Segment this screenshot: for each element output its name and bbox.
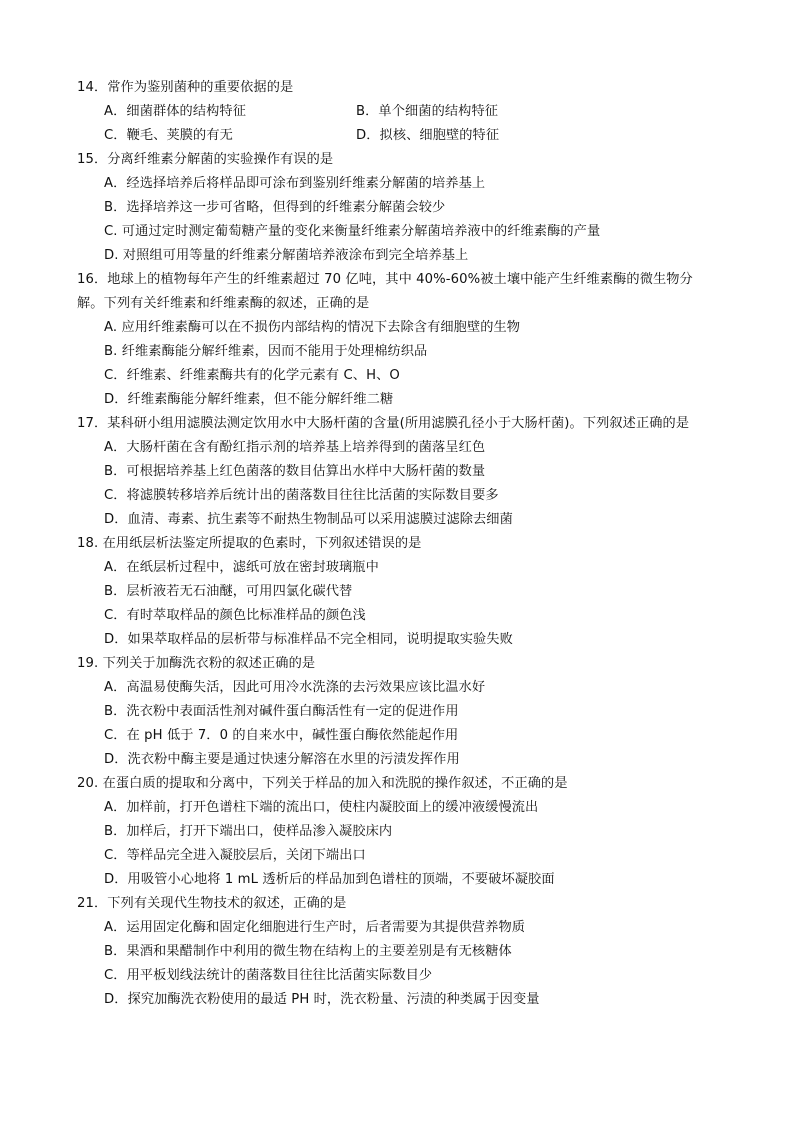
question-17-stem: 17．某科研小组用滤膜法测定饮用水中大肠杆菌的含量(所用滤膜孔径小于大肠杆菌)。下列叙述正确的是	[77, 416, 690, 431]
question-16-option-c: C．纤维素、纤维素酶共有的化学元素有 C、H、O	[104, 368, 400, 383]
question-16-option-b: B. 纤维素酶能分解纤维素，因而不能用于处理棉纺织品	[104, 344, 428, 359]
question-21-option-a: A．运用固定化酶和固定化细胞进行生产时，后者需要为其提供营养物质	[104, 920, 526, 935]
question-14-option-d: D．拟核、细胞壁的特征	[356, 128, 500, 143]
question-20-option-b: B．加样后，打开下端出口，使样品渗入凝胶床内	[104, 824, 393, 839]
question-15-option-b: B．选择培养这一步可省略，但得到的纤维素分解菌会较少	[104, 200, 446, 215]
question-18-option-d: D．如果萃取样品的层析带与标准样品不完全相同，说明提取实验失败	[104, 632, 513, 647]
question-16-option-a: A. 应用纤维素酶可以在不损伤内部结构的情况下去除含有细胞壁的生物	[104, 320, 521, 335]
question-21-option-d: D．探究加酶洗衣粉使用的最适 PH 时，洗衣粉量、污渍的种类属于因变量	[104, 992, 540, 1007]
question-21-option-c: C．用平板划线法统计的菌落数目往往比活菌实际数目少	[104, 968, 433, 983]
question-17-option-b: B．可根据培养基上红色菌落的数目估算出水样中大肠杆菌的数量	[104, 464, 486, 479]
question-16-stem-line-1: 16．地球上的植物每年产生的纤维素超过 70 亿吨，其中 40%-60%被土壤中能产生纤维素酶的微生物分	[77, 272, 693, 287]
question-16-stem-line-2: 解。下列有关纤维素和纤维素酶的叙述，正确的是	[77, 296, 370, 311]
question-17-option-c: C．将滤膜转移培养后统计出的菌落数目往往比活菌的实际数目要多	[104, 488, 499, 503]
question-20-option-c: C．等样品完全进入凝胶层后，关闭下端出口	[104, 848, 366, 863]
question-18-option-a: A．在纸层析过程中，滤纸可放在密封玻璃瓶中	[104, 560, 379, 575]
question-19-option-d: D．洗衣粉中酶主要是通过快速分解溶在水里的污渍发挥作用	[104, 752, 460, 767]
question-14-option-b: B．单个细菌的结构特征	[356, 104, 499, 119]
question-15-option-d: D. 对照组可用等量的纤维素分解菌培养液涂布到完全培养基上	[104, 248, 469, 263]
question-15-option-c: C. 可通过定时测定葡萄糖产量的变化来衡量纤维素分解菌培养液中的纤维素酶的产量	[104, 224, 601, 239]
question-20-stem: 20. 在蛋白质的提取和分离中，下列关于样品的加入和洗脱的操作叙述，不正确的是	[77, 776, 568, 791]
question-21-stem: 21．下列有关现代生物技术的叙述，正确的是	[77, 896, 347, 911]
question-15-option-a: A．经选择培养后将样品即可涂布到鉴别纤维素分解菌的培养基上	[104, 176, 486, 191]
question-18-stem: 18. 在用纸层析法鉴定所提取的色素时，下列叙述错误的是	[77, 536, 422, 551]
question-18-option-b: B．层析液若无石油醚，可用四氯化碳代替	[104, 584, 353, 599]
question-20-option-d: D．用吸管小心地将 1 mL 透析后的样品加到色谱柱的顶端，不要破坏凝胶面	[104, 872, 555, 887]
question-21-option-b: B．果酒和果醋制作中利用的微生物在结构上的主要差别是有无核糖体	[104, 944, 512, 959]
question-19-option-a: A．高温易使酶失活，因此可用冷水洗涤的去污效果应该比温水好	[104, 680, 486, 695]
question-19-option-c: C．在 pH 低于 7．0 的自来水中，碱性蛋白酶依然能起作用	[104, 728, 459, 743]
question-14-stem: 14．常作为鉴别菌种的重要依据的是	[77, 80, 294, 95]
question-17-option-a: A．大肠杆菌在含有酚红指示剂的培养基上培养得到的菌落呈红色	[104, 440, 486, 455]
question-20-option-a: A．加样前，打开色谱柱下端的流出口，使柱内凝胶面上的缓冲液缓慢流出	[104, 800, 539, 815]
question-14-option-a: A．细菌群体的结构特征	[104, 104, 246, 119]
question-19-stem: 19. 下列关于加酶洗衣粉的叙述正确的是	[77, 656, 316, 671]
question-14-option-c: C．鞭毛、荚膜的有无	[104, 128, 233, 143]
question-17-option-d: D．血清、毒素、抗生素等不耐热生物制品可以采用滤膜过滤除去细菌	[104, 512, 513, 527]
question-16-option-d: D．纤维素酶能分解纤维素，但不能分解纤维二糖	[104, 392, 394, 407]
question-19-option-b: B．洗衣粉中表面活性剂对碱件蛋白酶活性有一定的促进作用	[104, 704, 459, 719]
question-18-option-c: C．有时萃取样品的颜色比标准样品的颜色浅	[104, 608, 366, 623]
question-15-stem: 15．分离纤维素分解菌的实验操作有误的是	[77, 152, 334, 167]
